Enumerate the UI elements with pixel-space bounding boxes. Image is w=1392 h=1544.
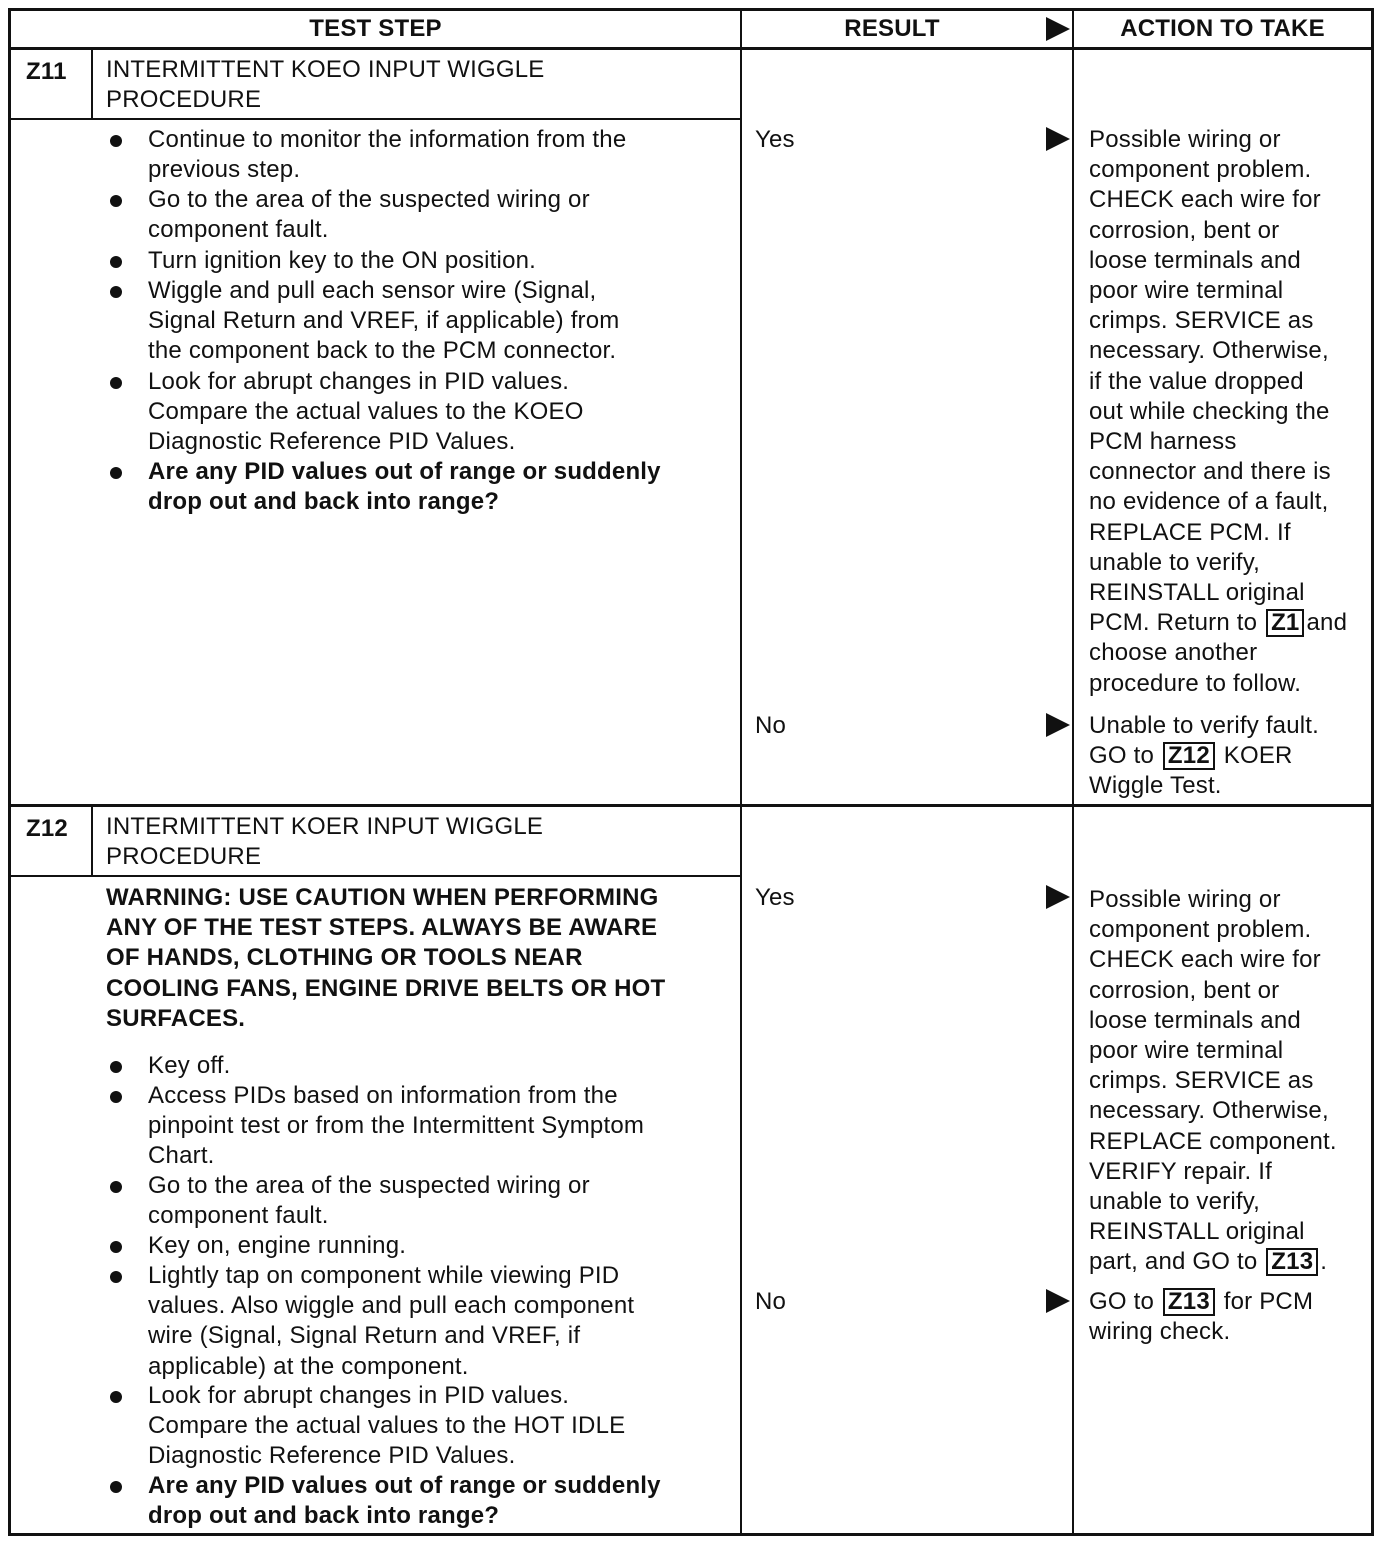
action-line: poor wire terminal: [1089, 277, 1284, 305]
list-item-line: Turn ignition key to the ON position.: [148, 247, 537, 274]
bullet-icon: [110, 256, 122, 268]
action-line: out while checking the: [1089, 397, 1330, 425]
bullet-icon: [110, 1091, 122, 1103]
list-item-line: Chart.: [148, 1142, 215, 1170]
z12-result-no: No: [755, 1288, 787, 1315]
list-item-line: wire (Signal, Signal Return and VREF, if: [148, 1322, 581, 1350]
z11-result-no: No: [755, 712, 787, 739]
z11-bullet-question: [148, 457, 661, 517]
bullet-icon: [110, 135, 122, 147]
action-line: component problem.: [1089, 156, 1312, 184]
z12-title-line: PROCEDURE: [106, 843, 262, 871]
action-line: REINSTALL original: [1089, 1218, 1305, 1246]
list-item-line: applicable) at the component.: [148, 1352, 469, 1380]
z12-bullet-5: [148, 1261, 634, 1382]
action-line: unable to verify,: [1089, 548, 1261, 576]
z12-yes-arrow-icon: [1046, 885, 1070, 909]
action-text: PCM. Return to: [1089, 609, 1258, 637]
warning-line: OF HANDS, CLOTHING OR TOOLS NEAR: [106, 944, 583, 972]
z12-result-yes: Yes: [755, 884, 795, 911]
action-line: Possible wiring or: [1089, 126, 1281, 153]
action-line: necessary. Otherwise,: [1089, 1097, 1329, 1125]
bullet-icon: [110, 1391, 122, 1403]
action-line: CHECK each wire for: [1089, 946, 1321, 974]
bullet-icon: [110, 1181, 122, 1193]
action-line: wiring check.: [1089, 1318, 1231, 1346]
action-line: VERIFY repair. If: [1089, 1157, 1273, 1185]
table-border-bottom: [8, 1533, 1374, 1536]
list-item-line: Look for abrupt changes in PID values.: [148, 1382, 570, 1409]
action-line-with-ref: [1089, 608, 1347, 638]
action-line: corrosion, bent or: [1089, 976, 1280, 1004]
step-ref-z13[interactable]: Z13: [1266, 1248, 1318, 1276]
step-separator: [8, 804, 1374, 807]
z12-title-line: INTERMITTENT KOER INPUT WIGGLE: [106, 813, 544, 840]
list-item-line: the component back to the PCM connector.: [148, 337, 617, 365]
z11-result-yes: Yes: [755, 126, 795, 153]
z12-bullet-4: [148, 1231, 406, 1261]
action-line: Possible wiring or: [1089, 886, 1281, 913]
list-item-line: component fault.: [148, 216, 329, 244]
action-line-with-ref: [1089, 1287, 1313, 1317]
bullet-icon: [110, 1271, 122, 1283]
z12-title: [106, 812, 543, 872]
header-action: ACTION TO TAKE: [1120, 15, 1325, 42]
warning-line: COOLING FANS, ENGINE DRIVE BELTS OR HOT: [106, 974, 666, 1002]
bullet-icon: [110, 467, 122, 479]
action-text: KOER: [1223, 742, 1293, 770]
table-border-left: [8, 8, 11, 1536]
list-item-line: Go to the area of the suspected wiring or: [148, 1172, 590, 1199]
action-text: .: [1320, 1248, 1328, 1276]
z12-bullet-question: [148, 1471, 661, 1531]
action-line-with-ref: [1089, 741, 1319, 771]
action-line: Unable to verify fault.: [1089, 712, 1320, 739]
list-item-line: Key off.: [148, 1052, 231, 1079]
action-line: unable to verify,: [1089, 1188, 1261, 1216]
bullet-icon: [110, 1241, 122, 1253]
z11-bullet-4: [148, 276, 620, 367]
list-item-line: Access PIDs based on information from the: [148, 1082, 618, 1109]
z12-step-id: Z12: [26, 815, 68, 842]
z11-title-line: INTERMITTENT KOEO INPUT WIGGLE: [106, 56, 545, 83]
list-item-line: Wiggle and pull each sensor wire (Signal,: [148, 277, 597, 304]
header-arrow-icon: [1046, 17, 1070, 41]
z11-title: [106, 55, 544, 115]
action-line: corrosion, bent or: [1089, 216, 1280, 244]
column-divider-result: [740, 8, 742, 1536]
action-line: procedure to follow.: [1089, 669, 1302, 697]
action-text: for PCM: [1223, 1288, 1314, 1315]
z12-bullet-1: [148, 1051, 231, 1081]
z12-yes-action: [1089, 885, 1337, 1278]
header-result: RESULT: [844, 15, 940, 42]
z12-bullet-3: [148, 1171, 590, 1231]
action-line: crimps. SERVICE as: [1089, 1067, 1314, 1095]
list-item-line: Go to the area of the suspected wiring or: [148, 186, 590, 213]
action-text: and: [1306, 609, 1348, 637]
table-border-top: [8, 8, 1374, 11]
list-item-line: Compare the actual values to the HOT IDLE: [148, 1412, 626, 1440]
list-item-line: Diagnostic Reference PID Values.: [148, 428, 516, 456]
warning-line: SURFACES.: [106, 1004, 246, 1032]
action-line: REPLACE PCM. If: [1089, 518, 1291, 546]
step-ref-z12[interactable]: Z12: [1163, 742, 1215, 770]
z11-yes-action: [1089, 125, 1347, 699]
z12-no-action: [1089, 1287, 1313, 1347]
list-item-line: values. Also wiggle and pull each component: [148, 1292, 635, 1320]
z12-title-underline: [8, 875, 741, 877]
z11-step-id: Z11: [26, 58, 67, 85]
list-item-line: Key on, engine running.: [148, 1232, 407, 1259]
column-divider-action: [1072, 8, 1074, 1536]
list-item-line: component fault.: [148, 1202, 329, 1230]
list-item-line: Signal Return and VREF, if applicable) from: [148, 307, 620, 335]
header-separator: [8, 47, 1374, 50]
z12-bullet-6: [148, 1381, 625, 1472]
bullet-icon: [110, 1061, 122, 1073]
action-line: if the value dropped: [1089, 367, 1304, 395]
step-ref-z1[interactable]: Z1: [1266, 609, 1304, 637]
action-line: crimps. SERVICE as: [1089, 307, 1314, 335]
action-line: loose terminals and: [1089, 246, 1301, 274]
z11-no-arrow-icon: [1046, 713, 1070, 737]
bullet-icon: [110, 377, 122, 389]
list-item-line: drop out and back into range?: [148, 488, 500, 516]
action-line: connector and there is: [1089, 458, 1331, 486]
z11-id-divider: [91, 49, 93, 119]
z11-bullet-5: [148, 367, 584, 458]
z11-bullet-3: [148, 246, 536, 276]
bullet-icon: [110, 195, 122, 207]
step-ref-z13[interactable]: Z13: [1163, 1288, 1215, 1316]
bullet-icon: [110, 286, 122, 298]
z11-title-line: PROCEDURE: [106, 86, 262, 114]
table-border-right: [1371, 8, 1374, 1536]
list-item-line: Are any PID values out of range or suddenly: [148, 458, 661, 485]
warning-line: ANY OF THE TEST STEPS. ALWAYS BE AWARE: [106, 914, 658, 942]
action-text: GO to: [1089, 742, 1155, 770]
action-text: GO to: [1089, 1288, 1155, 1315]
z12-bullet-2: [148, 1081, 644, 1172]
z12-no-arrow-icon: [1046, 1289, 1070, 1313]
list-item-line: Diagnostic Reference PID Values.: [148, 1442, 516, 1470]
action-line: necessary. Otherwise,: [1089, 337, 1329, 365]
list-item-line: pinpoint test or from the Intermittent Symptom: [148, 1112, 645, 1140]
list-item-line: previous step.: [148, 156, 301, 184]
action-line: PCM harness: [1089, 428, 1237, 456]
bullet-icon: [110, 1481, 122, 1493]
action-line: no evidence of a fault,: [1089, 488, 1329, 516]
action-line: Wiggle Test.: [1089, 772, 1222, 800]
action-line: choose another: [1089, 639, 1258, 667]
list-item-line: drop out and back into range?: [148, 1502, 500, 1530]
z12-id-divider: [91, 806, 93, 876]
action-line: loose terminals and: [1089, 1006, 1301, 1034]
action-line: poor wire terminal: [1089, 1037, 1284, 1065]
z11-no-action: [1089, 711, 1319, 802]
action-line-with-ref: [1089, 1247, 1337, 1277]
z11-bullet-2: [148, 185, 590, 245]
z11-title-underline: [8, 118, 741, 120]
action-line: component problem.: [1089, 916, 1312, 944]
list-item-line: Compare the actual values to the KOEO: [148, 398, 584, 426]
list-item-line: Lightly tap on component while viewing PID: [148, 1262, 620, 1289]
z12-warning: [106, 883, 665, 1034]
action-line: REPLACE component.: [1089, 1127, 1337, 1155]
list-item-line: Are any PID values out of range or suddenly: [148, 1472, 661, 1499]
list-item-line: Continue to monitor the information from the: [148, 126, 627, 153]
action-text: part, and GO to: [1089, 1248, 1258, 1276]
header-test-step: TEST STEP: [309, 15, 442, 42]
list-item-line: Look for abrupt changes in PID values.: [148, 368, 570, 395]
z11-bullet-1: [148, 125, 626, 185]
z11-yes-arrow-icon: [1046, 127, 1070, 151]
warning-line: WARNING: USE CAUTION WHEN PERFORMING: [106, 884, 659, 911]
action-line: CHECK each wire for: [1089, 186, 1321, 214]
action-line: REINSTALL original: [1089, 579, 1305, 607]
